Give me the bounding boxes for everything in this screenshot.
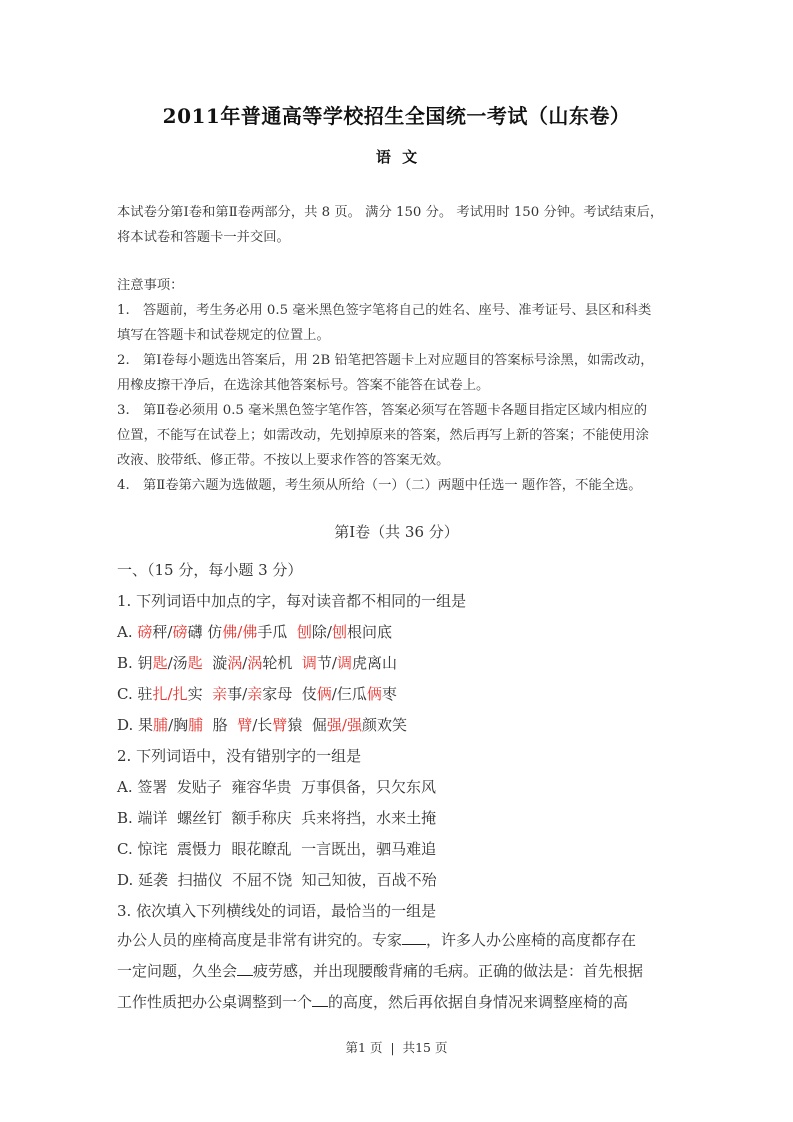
page-title: 2011年普通高等学校招生全国统一考试（山东卷） [162, 104, 631, 128]
question-1-stem: 1. 下列词语中加点的字，每对读音都不相同的一组是 [117, 592, 467, 610]
notice-heading: 注意事项： [117, 278, 184, 293]
page-footer: 第1 页 | 共15 页 [345, 1040, 448, 1055]
q1-option-b: B. 钥匙/汤匙 漩涡/涡轮机 调节/调虎离山 [117, 654, 397, 672]
notice-line: 2. 第Ⅰ卷每小题选出答案后，用 2B 铅笔把答题卡上对应题目的答案标号涂黑，如需改动， [117, 353, 654, 368]
fill-blank-2 [237, 959, 253, 976]
passage-line: 办公人员的座椅高度是非常有讲究的。专家 ，许多人办公座椅的高度都存在 [117, 925, 682, 956]
notice-line: 用橡皮擦干净后，在选涂其他答案标号。答案不能答在试卷上。 [117, 378, 490, 393]
q1-option-a: A. 磅秤/磅礴 仿佛/佛手瓜 刨除/刨根问底 [117, 623, 392, 641]
notice-line: 1. 答题前，考生务必用 0.5 毫米黑色签字笔将自己的姓名、座号、准考证号、县区和科类 [117, 303, 652, 318]
passage-line: 一定问题，久坐会 疲劳感，并出现腰酸背痛的毛病。正确的做法是：首先根据 [117, 956, 682, 987]
intro-line: 本试卷分第Ⅰ卷和第Ⅱ卷两部分，共 8 页。 满分 150 分。 考试用时 150 分钟。考试结束后， [117, 205, 664, 220]
part-heading: 一、（15 分，每小题 3 分） [117, 561, 303, 579]
notice-line: 3. 第Ⅱ卷必须用 0.5 毫米黑色签字笔作答，答案必须写在答题卡各题目指定区域内相应的 [117, 403, 648, 418]
q3-passage [117, 925, 682, 1018]
subject-heading: 语 文 [375, 148, 418, 166]
fill-blank-3 [312, 990, 328, 1007]
q2-option-a: A. 签署 发贴子 雍容华贵 万事俱备，只欠东风 [117, 778, 436, 796]
q1-option-d: D. 果脯/胸脯 胳 臂/长臂猿 倔强/强颜欢笑 [117, 716, 407, 734]
q2-option-c: C. 惊诧 震慑力 眼花瞭乱 一言既出，驷马难追 [117, 840, 437, 858]
notice-line: 改液、胶带纸、修正带。不按以上要求作答的答案无效。 [117, 453, 450, 468]
questions [117, 555, 687, 927]
intro-line: 将本试卷和答题卡一并交回。 [117, 230, 290, 245]
intro-paragraph [117, 200, 677, 250]
notice-line: 填写在答题卡和试卷规定的位置上。 [117, 328, 330, 343]
q2-option-d: D. 延袭 扫描仪 不屈不饶 知己知彼，百战不殆 [117, 871, 437, 889]
passage-line: 工作性质把办公桌调整到一个 的高度，然后再依据自身情况来调整座椅的高 [117, 987, 682, 1018]
question-3-stem: 3. 依次填入下列横线处的词语，最恰当的一组是 [117, 902, 437, 920]
notice-line: 位置，不能写在试卷上；如需改动，先划掉原来的答案，然后再写上新的答案；不能使用涂 [117, 428, 649, 443]
notice-line: 4. 第Ⅱ卷第六题为选做题，考生须从所给（一）（二）两题中任选一 题作答，不能全选。 [117, 478, 642, 493]
question-2-stem: 2. 下列词语中，没有错别字的一组是 [117, 747, 362, 765]
q2-option-b: B. 端详 螺丝钉 额手称庆 兵来将挡，水来土掩 [117, 809, 437, 827]
notice-block [117, 273, 677, 498]
fill-blank-1 [402, 928, 426, 945]
section-title: 第Ⅰ卷（共 36 分） [334, 523, 459, 541]
q1-option-c: C. 驻扎/扎实 亲事/亲家母 伎俩/仨瓜俩枣 [117, 685, 397, 703]
